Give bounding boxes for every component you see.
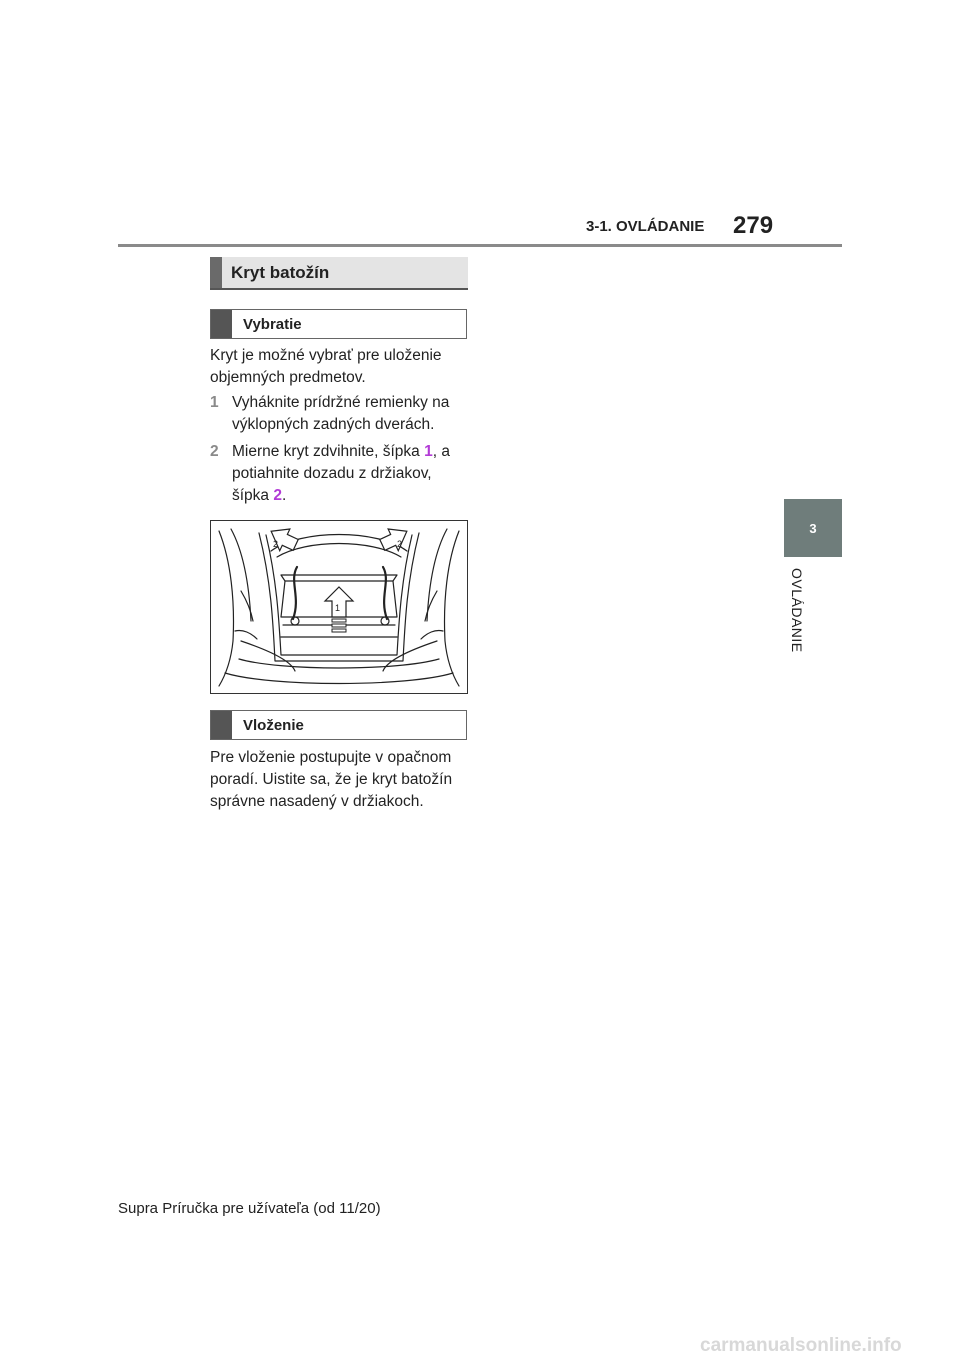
page-number: 279	[733, 212, 774, 239]
step-1	[210, 392, 472, 436]
header-rule	[118, 244, 842, 247]
trunk-cover-illustration	[210, 520, 468, 694]
main-heading-text: Kryt batožín	[231, 262, 330, 282]
subheading-bar	[211, 310, 232, 338]
trunk-illustration-svg	[211, 521, 467, 693]
subheading-insert	[210, 710, 467, 740]
subheading-remove	[210, 309, 467, 339]
step-2-ref-1: 1	[424, 443, 433, 460]
chapter-tab	[784, 499, 842, 557]
heading-bar	[210, 257, 222, 288]
insert-paragraph: Pre vloženie postupujte v opačnom poradí. Uistite sa, že je kryt batožín správne nasadený v držiakoch.	[210, 749, 453, 810]
step-1-number: 1	[210, 394, 219, 411]
chapter-side-title: OVLÁDANIE	[789, 568, 805, 653]
arrow-label-center: 1	[335, 603, 341, 613]
footer-text: Supra Príručka pre užívateľa (od 11/20)	[118, 1200, 381, 1217]
watermark: carmanualsonline.info	[700, 1335, 902, 1356]
subheading-remove-text: Vybratie	[243, 315, 302, 333]
step-2	[210, 441, 472, 507]
section-title: 3-1. OVLÁDANIE	[586, 218, 705, 235]
main-heading	[210, 257, 468, 290]
step-2-text-c: .	[282, 487, 287, 504]
step-2-text-b: , a potiahnite dozadu z držiakov, šípka	[232, 443, 450, 504]
step-2-text-a: Mierne kryt zdvihnite, šípka	[232, 443, 420, 460]
step-2-text	[232, 441, 472, 507]
step-2-ref-2: 2	[273, 487, 282, 504]
intro-paragraph: Kryt je možné vybrať pre uloženie objemných predmetov.	[210, 347, 442, 386]
arrow-label-left: 2	[273, 539, 279, 549]
chapter-number: 3	[809, 520, 817, 536]
step-2-number: 2	[210, 443, 219, 460]
subheading-bar	[211, 711, 232, 739]
subheading-insert-text: Vloženie	[243, 716, 304, 734]
arrow-label-right: 2	[397, 539, 403, 549]
step-1-text: Vyháknite prídržné remienky na výklopných zadných dverách.	[232, 394, 450, 433]
